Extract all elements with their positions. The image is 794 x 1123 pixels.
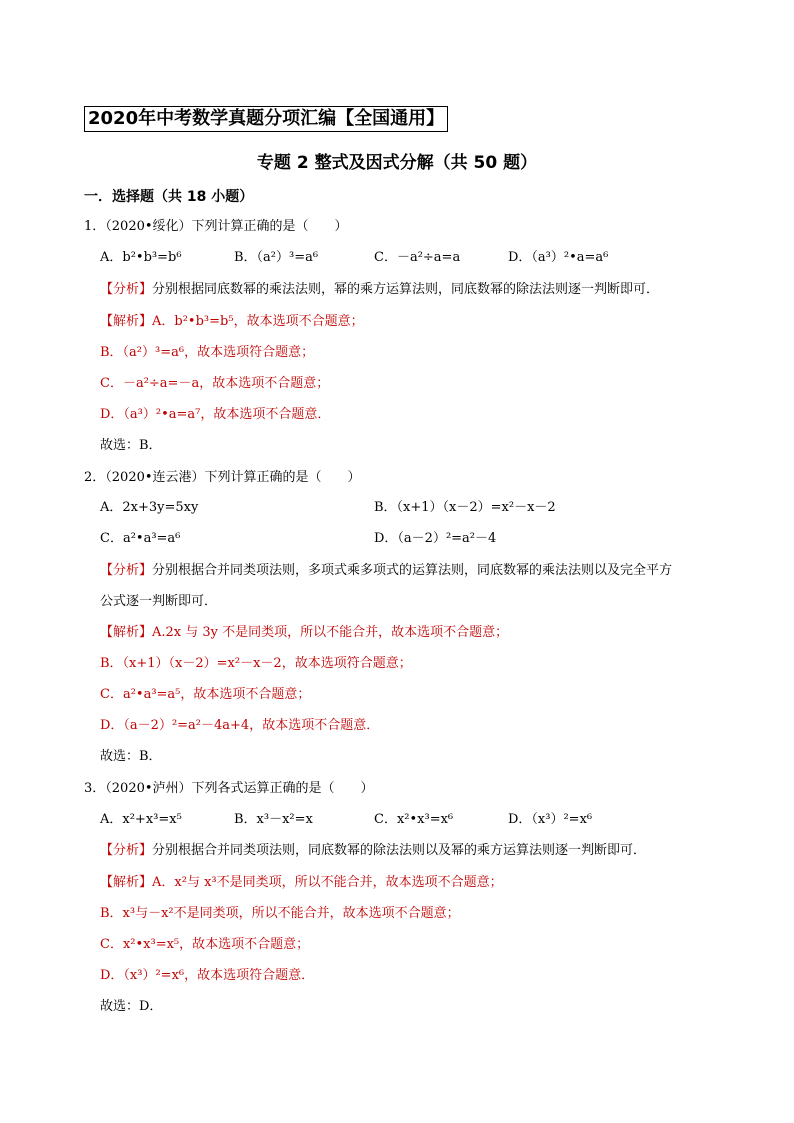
- analysis-text: 分别根据合并同类项法则，同底数幂的除法法则以及幂的乘方运算法则逐一判断即可．: [152, 843, 647, 858]
- question-3-stem: 3．（2020•泸州）下列各式运算正确的是（ ）: [84, 781, 374, 796]
- question-2-analysis: [100, 562, 672, 580]
- question-2-solution-line-4: D．（a－2）²=a²－4a+4，故本选项不合题意．: [100, 718, 380, 733]
- analysis-label: 【分析】: [100, 843, 153, 858]
- question-3-analysis: [100, 842, 646, 860]
- series-title: 2020年中考数学真题分项汇编【全国通用】: [84, 106, 448, 132]
- question-1-solution-line-1: [100, 313, 364, 331]
- question-2-solution-line-3: C．a²•a³=a⁵，故本选项不合题意；: [100, 687, 311, 702]
- analysis-text: 分别根据同底数幂的乘法法则，幂的乘方运算法则，同底数幂的除法法则逐一判断即可．: [152, 282, 660, 297]
- solution-label: 【解析】: [100, 314, 153, 329]
- question-1-analysis: [100, 281, 659, 299]
- question-1-solution-line-3: C．－a²÷a=－a，故本选项不合题意；: [100, 376, 330, 391]
- question-2-stem: 2．（2020•连云港）下列计算正确的是（ ）: [84, 470, 361, 485]
- question-1-option-a: A．b²•b³=b⁶: [100, 250, 182, 265]
- question-1-option-b: B．（a²）³=a⁶: [234, 250, 319, 265]
- question-1-stem: 1．（2020•绥化）下列计算正确的是（ ）: [84, 219, 348, 234]
- solution-text: A．b²•b³=b⁵，故本选项不合题意；: [152, 314, 364, 329]
- topic-title: 专题 2 整式及因式分解（共 50 题）: [256, 153, 538, 173]
- question-3-option-b: B．x³－x²=x: [234, 812, 313, 827]
- question-2-answer: 故选：B．: [100, 749, 162, 764]
- question-1-solution-line-2: B．（a²）³=a⁶，故本选项符合题意；: [100, 345, 315, 360]
- question-1-solution-line-4: D．（a³）²•a=a⁷，故本选项不合题意．: [100, 407, 331, 422]
- question-3-solution-line-2: B．x³与－x²不是同类项，所以不能合并，故本选项不合题意；: [100, 906, 460, 921]
- question-1-option-c: C．－a²÷a=a: [374, 250, 461, 265]
- question-1-option-d: D．（a³）²•a=a⁶: [508, 250, 609, 265]
- question-1-answer: 故选：B．: [100, 438, 162, 453]
- question-3-option-a: A．x²+x³=x⁵: [100, 812, 182, 827]
- question-3-option-c: C．x²•x³=x⁶: [374, 812, 454, 827]
- solution-text: A.2x 与 3y 不是同类项，所以不能合并，故本选项不合题意；: [152, 625, 509, 640]
- question-2-option-c: C．a²•a³=a⁶: [100, 531, 181, 546]
- question-3-answer: 故选：D．: [100, 999, 163, 1014]
- question-2-solution-line-1: [100, 624, 508, 642]
- question-2-option-d: D．（a－2）²=a²－4: [374, 531, 497, 546]
- section-title: 一．选择题（共 18 小题）: [84, 189, 254, 205]
- question-2-option-a: A．2x+3y=5xy: [100, 500, 199, 515]
- solution-label: 【解析】: [100, 625, 153, 640]
- question-3-solution-line-4: D．（x³）²=x⁶，故本选项符合题意．: [100, 968, 315, 983]
- analysis-label: 【分析】: [100, 563, 153, 578]
- analysis-text: 分别根据合并同类项法则，多项式乘多项式的运算法则，同底数幂的乘法法则以及完全平方: [152, 563, 673, 578]
- question-2-option-b: B．（x+1）（x－2）=x²－x－2: [374, 500, 556, 515]
- question-3-solution-line-3: C．x²•x³=x⁵，故本选项不合题意；: [100, 937, 310, 952]
- solution-label: 【解析】: [100, 875, 153, 890]
- question-3-option-d: D．（x³）²=x⁶: [508, 812, 593, 827]
- question-2-analysis-cont: 公式逐一判断即可．: [100, 594, 218, 609]
- analysis-label: 【分析】: [100, 282, 153, 297]
- question-3-solution-line-1: [100, 874, 503, 892]
- solution-text: A．x²与 x³不是同类项，所以不能合并，故本选项不合题意；: [152, 875, 503, 890]
- question-2-solution-line-2: B．（x+1）（x－2）=x²－x－2，故本选项符合题意；: [100, 656, 412, 671]
